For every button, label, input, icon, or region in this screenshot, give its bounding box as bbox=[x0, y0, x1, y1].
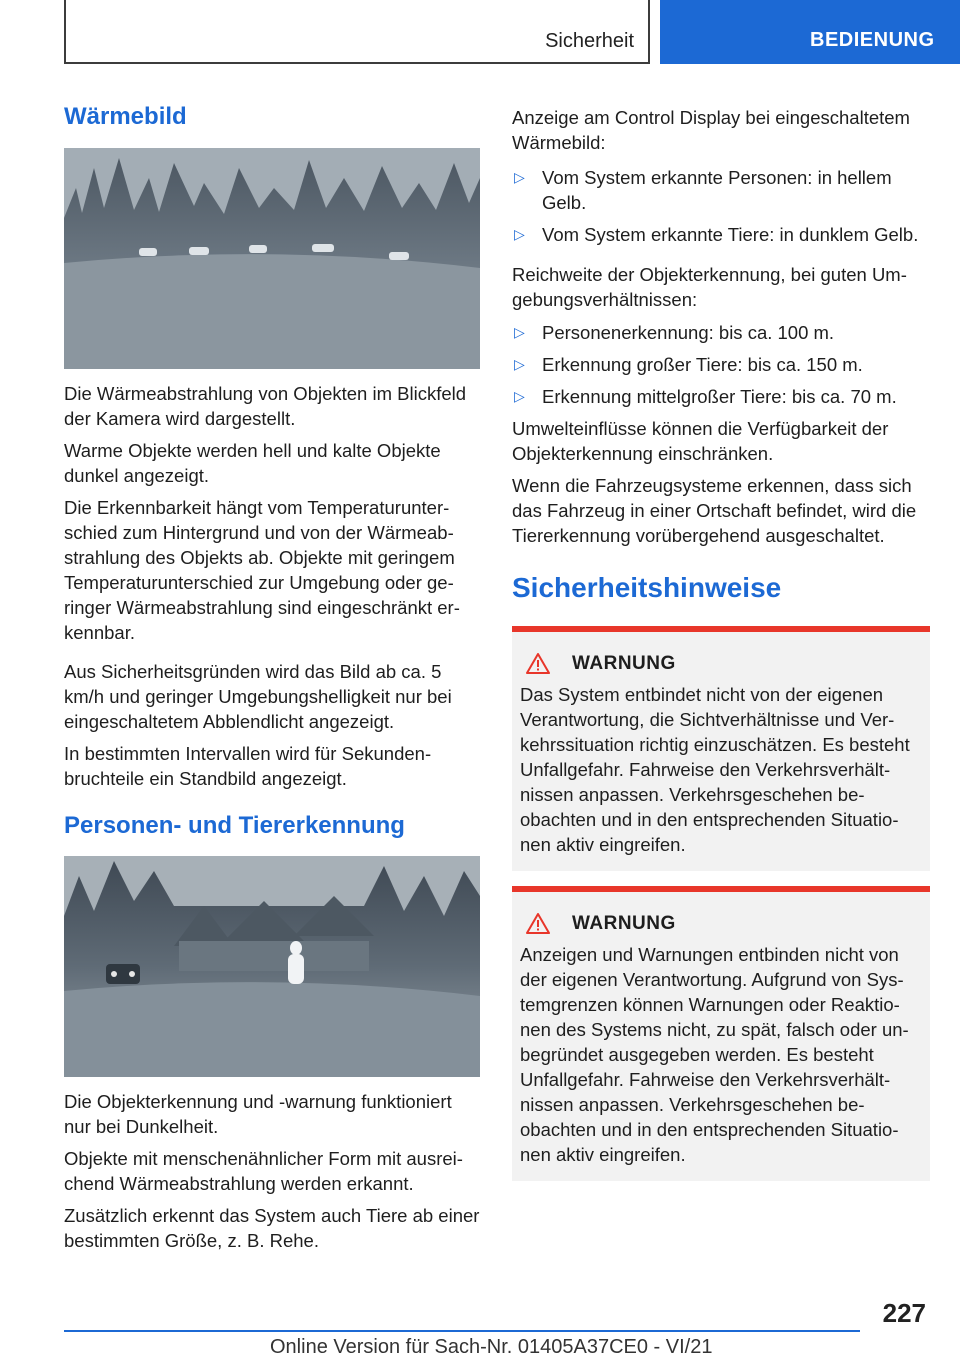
paragraph-sicherheitsgruende: Aus Sicherheitsgründen wird das Bild ab ca. 5 km/h und geringer Umgebungshelligkeit nur bei eingeschaltetem Abblendlicht angezeigt. bbox=[64, 661, 452, 732]
warning-label: WARNUNG bbox=[572, 913, 676, 934]
list-item-text: Vom System erkannte Personen: in hellem Gelb. bbox=[542, 167, 892, 213]
paragraph-menschenaehnlich: Objekte mit menschenähnlicher Form mit ausreichend Wärmeabstrahlung werden erkannt. bbox=[64, 1148, 463, 1194]
paragraph-tiere: Zusätzlich erkennt das System auch Tiere ab einer bestimmten Größe, z. B. Rehe. bbox=[64, 1205, 480, 1251]
heading-sicherheitshinweise: Sicherheitshinweise bbox=[512, 572, 782, 603]
list-item bbox=[512, 352, 930, 377]
triangle-right-icon: ▷ bbox=[514, 388, 525, 404]
paragraph-reichweite-intro: Reichweite der Objekterkennung, bei guten Umgebungsverhältnissen: bbox=[512, 264, 907, 310]
list-item bbox=[512, 384, 930, 409]
footer-divider bbox=[64, 1330, 860, 1332]
list-item-text: Vom System erkannte Tiere: in dunklem Gelb. bbox=[542, 224, 919, 245]
thermal-scene-street-person bbox=[64, 856, 480, 1077]
warning-triangle-icon bbox=[526, 652, 550, 676]
list-item bbox=[512, 320, 930, 345]
thermal-image-person bbox=[64, 856, 480, 1077]
warning-triangle-icon bbox=[526, 912, 550, 936]
triangle-right-icon: ▷ bbox=[514, 226, 525, 242]
warning-label: WARNUNG bbox=[572, 653, 676, 674]
list-reichweite bbox=[512, 320, 930, 409]
warning-title-2 bbox=[520, 912, 922, 936]
list-item-text: Erkennung großer Tiere: bis ca. 150 m. bbox=[542, 354, 863, 375]
paragraph-warme-objekte: Warme Objekte werden hell und kalte Objekte dunkel angezeigt. bbox=[64, 440, 441, 486]
thermal-image-animals bbox=[64, 148, 480, 369]
footer-version-text: Online Version für Sach-Nr. 01405A37CE0 - VI/21 bbox=[270, 1336, 713, 1358]
warning-text-1: Das System entbindet nicht von der eigenen Verantwortung, die Sichtverhältnisse und Verkehrssituation richtig einzuschätzen. Es besteht Unfallgefahr. Fahrweise den Verkehrsverhältnissen anpassen. Verkehrsgeschehen beobachten und in den entsprechenden Situationen aktiv eingreifen. bbox=[520, 684, 910, 855]
page-number: 227 bbox=[882, 1298, 926, 1328]
header-chapter-label: BEDIENUNG bbox=[810, 29, 935, 51]
paragraph-dunkelheit: Die Objekterkennung und -warnung funktioniert nur bei Dunkelheit. bbox=[64, 1091, 452, 1137]
left-column bbox=[64, 100, 482, 1253]
triangle-right-icon: ▷ bbox=[514, 356, 525, 372]
paragraph-anzeige-intro: Anzeige am Control Display bei eingeschaltetem Wärmebild: bbox=[512, 107, 910, 153]
warning-title-1 bbox=[520, 652, 922, 676]
header-tab-frame bbox=[64, 0, 650, 64]
heading-waermebild: Wärmebild bbox=[64, 103, 187, 130]
triangle-right-icon: ▷ bbox=[514, 169, 525, 185]
list-item bbox=[512, 165, 930, 215]
triangle-right-icon: ▷ bbox=[514, 324, 525, 340]
paragraph-ortschaft: Wenn die Fahrzeugsysteme erkennen, dass sich das Fahrzeug in einer Ortschaft befindet, wird die Tiererkennung vorübergehend ausgeschaltet. bbox=[512, 475, 917, 546]
header-chapter-tab bbox=[660, 0, 960, 64]
warning-text-2: Anzeigen und Warnungen entbinden nicht von der eigenen Verantwortung. Aufgrund von Systemgrenzen können Warnungen oder Reaktionen des Systems nicht, zu spät, falsch oder unbegründet ausgegeben werden. Es besteht Unfallgefahr. Fahrweise den Verkehrsverhältnissen anpassen. Verkehrsgeschehen beobachten und in den entsprechenden Situationen aktiv eingreifen. bbox=[520, 944, 909, 1165]
list-item-text: Erkennung mittelgroßer Tiere: bis ca. 70 m. bbox=[542, 386, 897, 407]
paragraph-waermeabstrahlung: Die Wärmeabstrahlung von Objekten im Blickfeld der Kamera wird dargestellt. bbox=[64, 383, 467, 429]
list-item-text: Personenerkennung: bis ca. 100 m. bbox=[542, 322, 835, 343]
thermal-scene-forest-animals bbox=[64, 148, 480, 369]
warning-box-2 bbox=[512, 886, 930, 1181]
list-display-colors bbox=[512, 165, 930, 247]
heading-personen-tiererkennung: Personen- und Tiererkennung bbox=[64, 812, 405, 839]
list-item bbox=[512, 222, 930, 247]
paragraph-standbild: In bestimmten Intervallen wird für Sekundenbruchteile ein Standbild angezeigt. bbox=[64, 743, 432, 789]
paragraph-umwelteinfluesse: Umwelteinflüsse können die Verfügbarkeit der Objekterkennung einschränken. bbox=[512, 418, 889, 464]
header-section-label: Sicherheit bbox=[545, 30, 634, 52]
paragraph-erkennbarkeit: Die Erkennbarkeit hängt vom Temperaturunterschied zum Hintergrund und von der Wärmeabstrahlung des Objekts ab. Objekte mit geringem Temperaturunterschied zur Umgebung oder geringer Wärmeabstrahlung sind eingeschränkt erkennbar. bbox=[64, 497, 460, 643]
right-column bbox=[512, 105, 930, 1181]
warning-box-1 bbox=[512, 626, 930, 871]
